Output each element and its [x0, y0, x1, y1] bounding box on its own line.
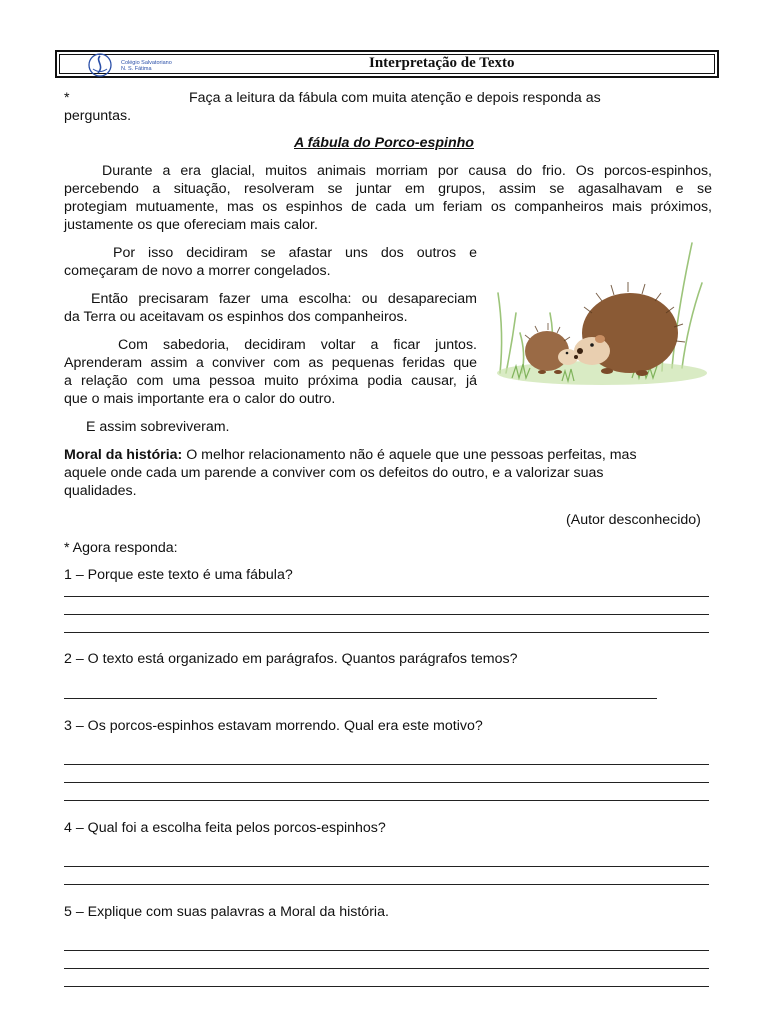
worksheet-page: Colégio Salvatoriano N. S. Fátima Interpretação de Texto * Faça a leitura da fábula com muita atenção e depois responda as perguntas. A fábula do Porco-espinho Durante a era glacial, muitos animais morriam por causa do frio. Os porcos-espinhos, percebendo a situação, resolveram se juntar em grupos, assim se agasalhavam e se protegiam mutuamente, mas os espinhos de cada um feriam os companheiros mais próximos, justamente os que ofereciam mais calor. Por isso decidiram se afastar uns dos outros e começaram de novo a morrer congelados. Então precisaram fazer uma escolha: ou desapareciam da Terra ou aceitavam os espinhos dos companheiros. Com sabedoria, decidiram voltar a ficar juntos. Aprenderam assim a conviver com as pequenas feridas que a relação com uma pessoa muito próxima podia causar, já que o mais importante era o calor do outro. E assim sobreviveram. Moral da história: O melhor relacionamento não é aquele que une pessoas perfeitas, mas aquele onde cada um parende a conviver com os defeitos do outro, e a valorizar suas qualidades. (Autor desconhecido) * Agora responda: 1 – Porque este texto é uma fábula? 2 – O texto está organizado em parágrafos. Quantos parágrafos temos? 3 – Os porcos-espinhos estavam morrendo. Qual era este motivo? 4 – Qual foi a escolha feita pelos porcos-espinhos? 5 – Explique com suas palavras a Moral da história.	[0, 0, 768, 1024]
answer-line[interactable]	[64, 866, 709, 867]
intro-text-continuation: perguntas.	[64, 108, 132, 124]
answer-line[interactable]	[64, 884, 709, 885]
question-5: 5 – Explique com suas palavras a Moral da história.	[64, 904, 389, 920]
author-credit: (Autor desconhecido)	[566, 512, 701, 528]
answer-line[interactable]	[64, 632, 709, 633]
answer-line[interactable]	[64, 698, 657, 699]
question-1: 1 – Porque este texto é uma fábula?	[64, 567, 293, 583]
hedgehog-illustration	[492, 233, 712, 393]
answer-line[interactable]	[64, 950, 709, 951]
document-title: Interpretação de Texto	[369, 55, 515, 71]
answer-line[interactable]	[64, 800, 709, 801]
question-2: 2 – O texto está organizado em parágrafos. Quantos parágrafos temos?	[64, 651, 518, 667]
header-box	[55, 50, 719, 78]
question-4: 4 – Qual foi a escolha feita pelos porcos-espinhos?	[64, 820, 386, 836]
answer-line[interactable]	[64, 614, 709, 615]
answer-line[interactable]	[64, 764, 709, 765]
moral-text-line-3: qualidades.	[64, 483, 137, 499]
moral-text-line-2: aquele onde cada um parende a conviver com os defeitos do outro, e a valorizar suas	[64, 465, 604, 481]
answer-line[interactable]	[64, 986, 709, 987]
answer-line[interactable]	[64, 782, 709, 783]
school-name: Colégio Salvatoriano N. S. Fátima	[121, 60, 172, 72]
intro-text: Faça a leitura da fábula com muita atenção e depois responda as	[189, 90, 601, 106]
fable-title: A fábula do Porco-espinho	[294, 135, 474, 151]
question-3: 3 – Os porcos-espinhos estavam morrendo. Qual era este motivo?	[64, 718, 483, 734]
questions-header: * Agora responda:	[64, 540, 178, 556]
answer-line[interactable]	[64, 968, 709, 969]
answer-line[interactable]	[64, 596, 709, 597]
intro-bullet: *	[64, 90, 70, 106]
moral-label: Moral da história:	[64, 447, 183, 463]
moral-text-line-1: O melhor relacionamento não é aquele que une pessoas perfeitas, mas	[186, 447, 637, 463]
paragraph-5: E assim sobreviveram.	[86, 419, 230, 435]
